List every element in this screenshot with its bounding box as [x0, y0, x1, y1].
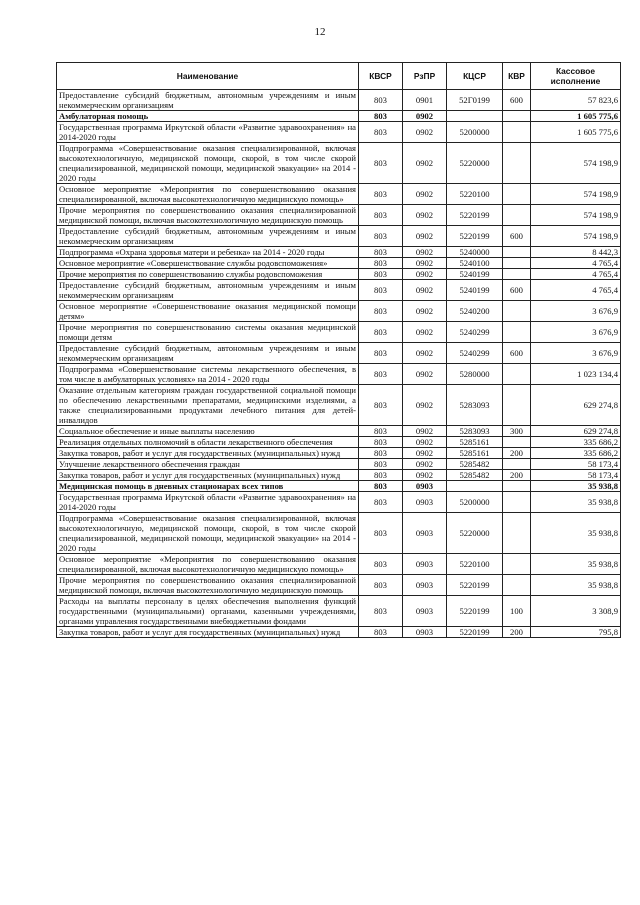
row-rzpr: 0903	[403, 492, 447, 513]
row-amount: 58 173,4	[531, 459, 621, 470]
row-rzpr: 0902	[403, 343, 447, 364]
row-name: Прочие мероприятия по совершенствованию системы оказания медицинской помощи детям	[57, 322, 359, 343]
row-kvsr: 803	[359, 437, 403, 448]
table-row	[57, 247, 621, 258]
row-kcsr: 5240199	[447, 269, 503, 280]
table-row	[57, 627, 621, 638]
row-name: Расходы на выплаты персоналу в целях обеспечения выполнения функций государственными (муниципальными) органами, казенными учреждениями, органами управления государственными внебюджетными фондами	[57, 596, 359, 627]
table-row	[57, 280, 621, 301]
row-kvr: 300	[503, 426, 531, 437]
row-kvr	[503, 301, 531, 322]
row-kvsr: 803	[359, 627, 403, 638]
row-kcsr: 5240299	[447, 322, 503, 343]
row-kvsr: 803	[359, 184, 403, 205]
row-name: Закупка товаров, работ и услуг для государственных (муниципальных) нужд	[57, 470, 359, 481]
row-kvr	[503, 492, 531, 513]
row-rzpr: 0902	[403, 143, 447, 184]
row-rzpr: 0903	[403, 554, 447, 575]
table-row	[57, 385, 621, 426]
table-row	[57, 205, 621, 226]
row-kvsr: 803	[359, 554, 403, 575]
row-kcsr: 5240299	[447, 343, 503, 364]
row-rzpr: 0902	[403, 470, 447, 481]
row-kcsr: 5285161	[447, 437, 503, 448]
row-amount: 629 274,8	[531, 426, 621, 437]
table-row	[57, 513, 621, 554]
row-kvr: 600	[503, 343, 531, 364]
row-amount: 35 938,8	[531, 513, 621, 554]
row-name: Улучшение лекарственного обеспечения граждан	[57, 459, 359, 470]
row-kvsr: 803	[359, 481, 403, 492]
row-amount: 35 938,8	[531, 481, 621, 492]
row-kvsr: 803	[359, 205, 403, 226]
row-kcsr: 5220000	[447, 143, 503, 184]
row-amount: 574 198,9	[531, 143, 621, 184]
row-kcsr: 5283093	[447, 426, 503, 437]
table-row	[57, 492, 621, 513]
row-kcsr: 5220000	[447, 513, 503, 554]
table-row	[57, 111, 621, 122]
row-kvr	[503, 122, 531, 143]
row-kcsr: 5200000	[447, 492, 503, 513]
table-row	[57, 437, 621, 448]
row-kvr	[503, 143, 531, 184]
row-kvsr: 803	[359, 426, 403, 437]
row-amount: 574 198,9	[531, 184, 621, 205]
row-kvr	[503, 437, 531, 448]
row-kvr: 100	[503, 596, 531, 627]
row-name: Подпрограмма «Охрана здоровья матери и ребенка» на 2014 - 2020 годы	[57, 247, 359, 258]
row-rzpr: 0902	[403, 385, 447, 426]
row-kcsr: 5285482	[447, 459, 503, 470]
table-row	[57, 226, 621, 247]
table-row	[57, 364, 621, 385]
row-kvsr: 803	[359, 143, 403, 184]
row-name: Государственная программа Иркутской области «Развитие здравоохранения» на 2014-2020 годы	[57, 122, 359, 143]
row-kcsr: 5285482	[447, 470, 503, 481]
row-rzpr: 0903	[403, 627, 447, 638]
row-rzpr: 0902	[403, 448, 447, 459]
header-cash: Кассовое исполнение	[531, 63, 621, 90]
row-kvsr: 803	[359, 247, 403, 258]
header-name: Наименование	[57, 63, 359, 90]
row-amount: 57 823,6	[531, 90, 621, 111]
table-row	[57, 322, 621, 343]
row-rzpr: 0902	[403, 426, 447, 437]
row-kvsr: 803	[359, 322, 403, 343]
row-amount: 4 765,4	[531, 258, 621, 269]
row-kvr: 600	[503, 226, 531, 247]
row-rzpr: 0902	[403, 122, 447, 143]
row-rzpr: 0902	[403, 258, 447, 269]
row-rzpr: 0902	[403, 459, 447, 470]
table-row	[57, 470, 621, 481]
header-kvsr: КВСР	[359, 63, 403, 90]
row-rzpr: 0902	[403, 301, 447, 322]
row-name: Подпрограмма «Совершенствование оказания специализированной, включая высокотехнологичную, медицинской помощи, скорой, в том числе скорой специализированной, медицинской помощи, медицинской эвакуации» на 2014 - 2020 годы	[57, 143, 359, 184]
row-kvr	[503, 364, 531, 385]
row-kcsr: 5220199	[447, 627, 503, 638]
row-amount: 3 676,9	[531, 301, 621, 322]
row-kcsr: 5220199	[447, 596, 503, 627]
row-kvsr: 803	[359, 513, 403, 554]
table-header-row	[57, 63, 621, 90]
table-row	[57, 575, 621, 596]
table-row	[57, 554, 621, 575]
row-kcsr: 5200000	[447, 122, 503, 143]
row-kvsr: 803	[359, 111, 403, 122]
row-kvr	[503, 184, 531, 205]
header-kcsr: КЦСР	[447, 63, 503, 90]
row-kcsr: 5240200	[447, 301, 503, 322]
row-amount: 8 442,3	[531, 247, 621, 258]
row-name: Социальное обеспечение и иные выплаты населению	[57, 426, 359, 437]
row-amount: 3 308,9	[531, 596, 621, 627]
row-name: Основное мероприятие «Совершенствование оказания медицинской помощи детям»	[57, 301, 359, 322]
row-kvr	[503, 481, 531, 492]
row-kvr	[503, 269, 531, 280]
row-amount: 335 686,2	[531, 448, 621, 459]
table-row	[57, 122, 621, 143]
row-name: Прочие мероприятия по совершенствованию оказания специализированной медицинской помощи, включая высокотехнологичную медицинскую помощь	[57, 205, 359, 226]
row-name: Амбулаторная помощь	[57, 111, 359, 122]
row-name: Реализация отдельных полномочий в области лекарственного обеспечения	[57, 437, 359, 448]
row-kvr	[503, 205, 531, 226]
row-kvsr: 803	[359, 448, 403, 459]
row-name: Основное мероприятие «Мероприятия по совершенствованию оказания специализированной, включая высокотехнологичную медицинскую помощь»	[57, 554, 359, 575]
row-amount: 795,8	[531, 627, 621, 638]
row-rzpr: 0902	[403, 364, 447, 385]
table-row	[57, 426, 621, 437]
row-kvr	[503, 385, 531, 426]
row-amount: 574 198,9	[531, 205, 621, 226]
row-rzpr: 0902	[403, 322, 447, 343]
row-kvsr: 803	[359, 470, 403, 481]
row-name: Государственная программа Иркутской области «Развитие здравоохранения» на 2014-2020 годы	[57, 492, 359, 513]
row-kvsr: 803	[359, 269, 403, 280]
row-kcsr: 5220199	[447, 226, 503, 247]
row-rzpr: 0903	[403, 513, 447, 554]
table-row	[57, 596, 621, 627]
row-amount: 4 765,4	[531, 269, 621, 280]
row-rzpr: 0902	[403, 184, 447, 205]
row-amount: 35 938,8	[531, 554, 621, 575]
row-kvsr: 803	[359, 301, 403, 322]
header-kvr: КВР	[503, 63, 531, 90]
row-kvr: 200	[503, 470, 531, 481]
row-kcsr: 5240199	[447, 280, 503, 301]
row-kvsr: 803	[359, 364, 403, 385]
row-kvr	[503, 247, 531, 258]
row-kvr: 200	[503, 627, 531, 638]
row-rzpr: 0903	[403, 575, 447, 596]
row-kvr	[503, 322, 531, 343]
table-row	[57, 448, 621, 459]
table-row	[57, 481, 621, 492]
row-name: Подпрограмма «Совершенствование системы лекарственного обеспечения, в том числе в амбулаторных условиях» на 2014 - 2020 годы	[57, 364, 359, 385]
row-amount: 1 605 775,6	[531, 111, 621, 122]
row-kcsr: 5220199	[447, 205, 503, 226]
row-rzpr: 0902	[403, 247, 447, 258]
row-kvr: 600	[503, 90, 531, 111]
row-name: Медицинская помощь в дневных стационарах всех типов	[57, 481, 359, 492]
row-kvr	[503, 554, 531, 575]
row-kvr	[503, 111, 531, 122]
row-name: Предоставление субсидий бюджетным, автономным учреждениям и иным некоммерческим организациям	[57, 90, 359, 111]
row-kvsr: 803	[359, 226, 403, 247]
row-amount: 1 605 775,6	[531, 122, 621, 143]
row-amount: 35 938,8	[531, 492, 621, 513]
row-kvsr: 803	[359, 575, 403, 596]
row-amount: 3 676,9	[531, 343, 621, 364]
row-kcsr	[447, 481, 503, 492]
row-amount: 629 274,8	[531, 385, 621, 426]
row-name: Предоставление субсидий бюджетным, автономным учреждениям и иным некоммерческим организациям	[57, 226, 359, 247]
row-kvsr: 803	[359, 343, 403, 364]
row-kvsr: 803	[359, 258, 403, 269]
row-rzpr: 0902	[403, 205, 447, 226]
budget-table	[56, 62, 621, 638]
row-rzpr: 0903	[403, 481, 447, 492]
row-name: Прочие мероприятия по совершенствованию службы родовспоможения	[57, 269, 359, 280]
row-kcsr: 5283093	[447, 385, 503, 426]
row-name: Основное мероприятие «Совершенствование службы родовспоможения»	[57, 258, 359, 269]
table-row	[57, 184, 621, 205]
row-amount: 4 765,4	[531, 280, 621, 301]
row-rzpr: 0902	[403, 269, 447, 280]
row-kvsr: 803	[359, 385, 403, 426]
row-rzpr: 0902	[403, 280, 447, 301]
row-kvsr: 803	[359, 280, 403, 301]
page-number: 12	[314, 26, 326, 38]
row-rzpr: 0902	[403, 111, 447, 122]
row-kvsr: 803	[359, 596, 403, 627]
table-row	[57, 459, 621, 470]
table-row	[57, 343, 621, 364]
table-row	[57, 90, 621, 111]
row-name: Подпрограмма «Совершенствование оказания специализированной, включая высокотехнологичную, медицинской помощи, скорой, в том числе скорой специализированной, медицинской помощи, медицинской эвакуации» на 2014 - 2020 годы	[57, 513, 359, 554]
table-row	[57, 258, 621, 269]
row-kvsr: 803	[359, 122, 403, 143]
row-kvsr: 803	[359, 492, 403, 513]
row-kvr: 200	[503, 448, 531, 459]
header-rzpr: РзПР	[403, 63, 447, 90]
row-kcsr: 5280000	[447, 364, 503, 385]
row-amount: 58 173,4	[531, 470, 621, 481]
row-rzpr: 0901	[403, 90, 447, 111]
row-amount: 35 938,8	[531, 575, 621, 596]
table-row	[57, 143, 621, 184]
row-kvr	[503, 459, 531, 470]
row-kcsr: 5220100	[447, 184, 503, 205]
row-kcsr: 52Г0199	[447, 90, 503, 111]
row-name: Основное мероприятие «Мероприятия по совершенствованию оказания специализированной, включая высокотехнологичную медицинскую помощь»	[57, 184, 359, 205]
row-rzpr: 0902	[403, 226, 447, 247]
row-kvr	[503, 258, 531, 269]
row-kvr	[503, 575, 531, 596]
row-kvr: 600	[503, 280, 531, 301]
row-rzpr: 0902	[403, 437, 447, 448]
row-kcsr: 5220100	[447, 554, 503, 575]
row-amount: 3 676,9	[531, 322, 621, 343]
row-amount: 335 686,2	[531, 437, 621, 448]
row-name: Предоставление субсидий бюджетным, автономным учреждениям и иным некоммерческим организациям	[57, 343, 359, 364]
row-name: Прочие мероприятия по совершенствованию оказания специализированной медицинской помощи, включая высокотехнологичную медицинскую помощь	[57, 575, 359, 596]
table-row	[57, 301, 621, 322]
row-kcsr	[447, 111, 503, 122]
row-kcsr: 5240100	[447, 258, 503, 269]
row-kvsr: 803	[359, 459, 403, 470]
row-amount: 574 198,9	[531, 226, 621, 247]
table-row	[57, 269, 621, 280]
row-kcsr: 5285161	[447, 448, 503, 459]
table-body	[57, 90, 621, 638]
row-name: Оказание отдельным категориям граждан государственной социальной помощи по обеспечению лекарственными препаратами, медицинскими изделиями, а также специализированными продуктами лечебного питания для детей-инвалидов	[57, 385, 359, 426]
row-name: Закупка товаров, работ и услуг для государственных (муниципальных) нужд	[57, 627, 359, 638]
row-kcsr: 5240000	[447, 247, 503, 258]
row-name: Предоставление субсидий бюджетным, автономным учреждениям и иным некоммерческим организациям	[57, 280, 359, 301]
row-amount: 1 023 134,4	[531, 364, 621, 385]
row-name: Закупка товаров, работ и услуг для государственных (муниципальных) нужд	[57, 448, 359, 459]
row-kcsr: 5220199	[447, 575, 503, 596]
row-kvsr: 803	[359, 90, 403, 111]
row-rzpr: 0903	[403, 596, 447, 627]
row-kvr	[503, 513, 531, 554]
